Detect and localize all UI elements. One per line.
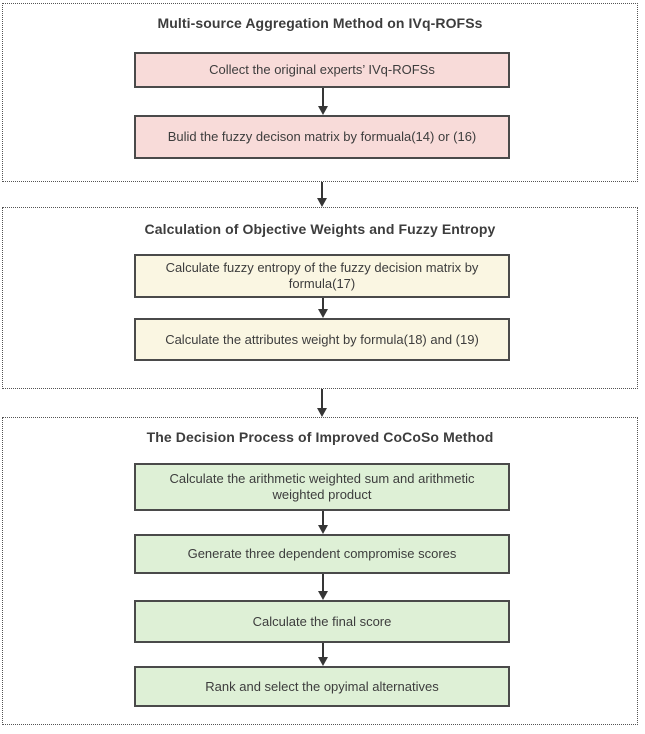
step-label: Generate three dependent compromise scores [187, 546, 457, 561]
step-label: Calculate the attributes weight by formula(18) and (19) [165, 331, 479, 347]
step-calc-fuzzy-entropy [134, 254, 510, 298]
step-label: Rank and select the opyimal alternatives [205, 678, 439, 694]
down-arrow-icon [322, 511, 324, 526]
section-title: Calculation of Objective Weights and Fuzzy Entropy [144, 221, 496, 237]
section-cocoso-decision-process [2, 417, 638, 725]
step-calc-weighted-sum-product [134, 463, 510, 511]
down-arrow-icon [322, 298, 324, 310]
step-label: Calculate the arithmetic weighted sum and arithmetic weighted product [169, 471, 475, 502]
section-objective-weights-entropy [2, 207, 638, 389]
step-collect-ivq-rofs [134, 52, 510, 88]
section-title: The Decision Process of Improved CoCoSo Method [146, 429, 494, 445]
step-calc-final-score [134, 600, 510, 643]
down-arrow-icon [321, 389, 323, 409]
step-label: Collect the original experts’ IVq-ROFSs [209, 62, 435, 77]
section-title: Multi-source Aggregation Method on IVq-ROFSs [157, 15, 483, 31]
down-arrow-icon [321, 182, 323, 199]
down-arrow-icon [322, 88, 324, 107]
step-generate-compromise-scores [134, 534, 510, 574]
section-multi-source-aggregation [2, 3, 638, 182]
step-label: Bulid the fuzzy decison matrix by formuala(14) or (16) [167, 129, 477, 144]
down-arrow-icon [322, 643, 324, 658]
step-rank-alternatives [134, 666, 510, 707]
step-build-fuzzy-matrix [134, 115, 510, 159]
step-label: Calculate the final score [252, 613, 392, 629]
step-calc-attribute-weights [134, 318, 510, 361]
down-arrow-icon [322, 574, 324, 592]
step-label: Calculate fuzzy entropy of the fuzzy decision matrix by formula(17) [165, 260, 479, 291]
